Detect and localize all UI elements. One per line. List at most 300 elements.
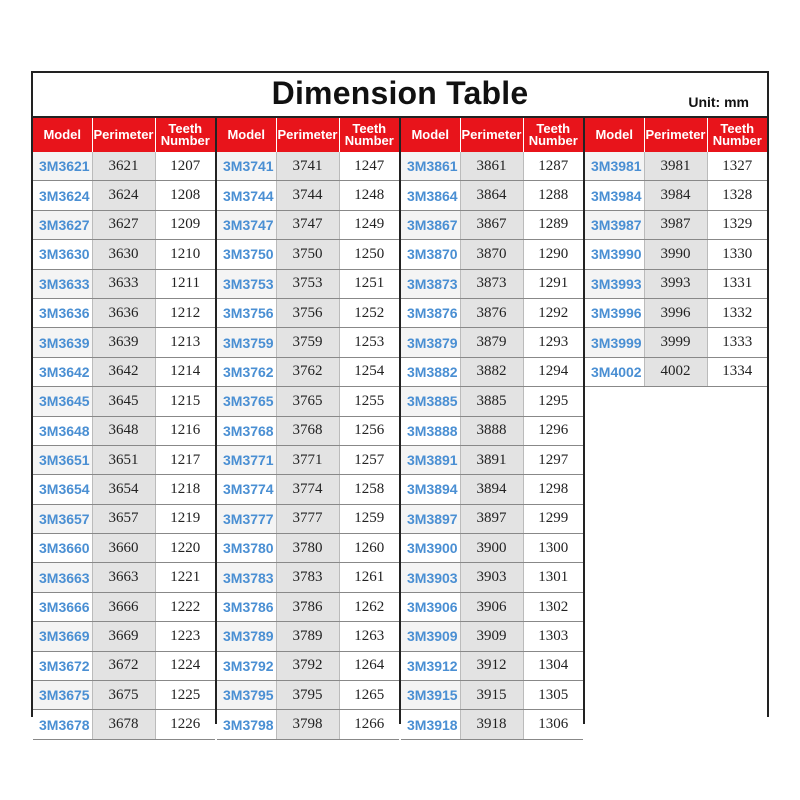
table-row [401,269,583,298]
table-row [217,534,399,563]
dimension-subtable [33,118,215,740]
model-cell: 3M3753 [217,269,276,298]
header-row [217,118,399,152]
perimeter-cell: 3876 [460,298,523,327]
table-row [217,210,399,239]
teeth-number-cell: 1331 [707,269,767,298]
header-model: Model [585,118,644,152]
model-cell: 3M3861 [401,152,460,181]
model-cell: 3M3678 [33,710,92,739]
perimeter-cell: 3741 [276,152,339,181]
teeth-number-cell: 1210 [155,240,215,269]
teeth-number-cell: 1257 [339,445,399,474]
teeth-number-cell: 1218 [155,475,215,504]
header-teeth-line2: Number [160,133,210,148]
header-perimeter: Perimeter [276,118,339,152]
header-teeth-line2: Number [344,133,394,148]
teeth-number-cell: 1253 [339,328,399,357]
model-cell: 3M3633 [33,269,92,298]
teeth-number-cell: 1225 [155,681,215,710]
perimeter-cell: 3654 [92,475,155,504]
perimeter-cell: 3870 [460,240,523,269]
table-row [33,416,215,445]
header-row [33,118,215,152]
teeth-number-cell: 1216 [155,416,215,445]
model-cell: 3M3900 [401,534,460,563]
perimeter-cell: 3882 [460,357,523,386]
table-row [33,152,215,181]
unit-label: Unit: mm [688,94,749,110]
model-cell: 3M3777 [217,504,276,533]
table-row [585,357,767,386]
model-cell: 3M3663 [33,563,92,592]
teeth-number-cell: 1334 [707,357,767,386]
perimeter-cell: 3873 [460,269,523,298]
teeth-number-cell: 1220 [155,534,215,563]
table-row [401,710,583,739]
model-cell: 3M3864 [401,181,460,210]
teeth-number-cell: 1303 [523,622,583,651]
table-row [217,152,399,181]
perimeter-cell: 3792 [276,651,339,680]
perimeter-cell: 3672 [92,651,155,680]
model-cell: 3M3669 [33,622,92,651]
table-row [401,357,583,386]
teeth-number-cell: 1211 [155,269,215,298]
table-row [33,681,215,710]
header-teeth-line1: Teeth [720,121,755,136]
table-row [217,181,399,210]
teeth-number-cell: 1306 [523,710,583,739]
model-cell: 3M3876 [401,298,460,327]
teeth-number-cell: 1251 [339,269,399,298]
perimeter-cell: 3627 [92,210,155,239]
perimeter-cell: 3897 [460,504,523,533]
perimeter-cell: 3756 [276,298,339,327]
model-cell: 3M3873 [401,269,460,298]
model-cell: 3M3774 [217,475,276,504]
perimeter-cell: 3999 [644,328,707,357]
model-cell: 3M3645 [33,387,92,416]
teeth-number-cell: 1302 [523,592,583,621]
table-row [217,710,399,739]
table-row [217,387,399,416]
perimeter-cell: 3993 [644,269,707,298]
teeth-number-cell: 1252 [339,298,399,327]
table-row [585,152,767,181]
table-row [33,328,215,357]
model-cell: 3M3747 [217,210,276,239]
model-cell: 3M3894 [401,475,460,504]
perimeter-cell: 3666 [92,592,155,621]
model-cell: 3M3759 [217,328,276,357]
table-row [401,210,583,239]
perimeter-cell: 3912 [460,651,523,680]
header-model: Model [33,118,92,152]
perimeter-cell: 3861 [460,152,523,181]
teeth-number-cell: 1300 [523,534,583,563]
perimeter-cell: 3675 [92,681,155,710]
perimeter-cell: 3762 [276,357,339,386]
perimeter-cell: 3885 [460,387,523,416]
model-cell: 3M3783 [217,563,276,592]
model-cell: 3M3990 [585,240,644,269]
table-row [217,269,399,298]
perimeter-cell: 3984 [644,181,707,210]
table-row [585,269,767,298]
table-row [585,181,767,210]
header-teeth-number [523,118,583,152]
table-row [217,328,399,357]
table-row [33,592,215,621]
model-cell: 3M3624 [33,181,92,210]
model-cell: 3M3984 [585,181,644,210]
teeth-number-cell: 1333 [707,328,767,357]
perimeter-cell: 3783 [276,563,339,592]
perimeter-cell: 3894 [460,475,523,504]
perimeter-cell: 3645 [92,387,155,416]
perimeter-cell: 3639 [92,328,155,357]
teeth-number-cell: 1329 [707,210,767,239]
model-cell: 3M3798 [217,710,276,739]
perimeter-cell: 3891 [460,445,523,474]
teeth-number-cell: 1248 [339,181,399,210]
model-cell: 3M3999 [585,328,644,357]
perimeter-cell: 3915 [460,681,523,710]
table-row [585,240,767,269]
perimeter-cell: 3753 [276,269,339,298]
perimeter-cell: 3795 [276,681,339,710]
table-row [217,622,399,651]
perimeter-cell: 3750 [276,240,339,269]
teeth-number-cell: 1219 [155,504,215,533]
header-perimeter: Perimeter [644,118,707,152]
model-cell: 3M3996 [585,298,644,327]
teeth-number-cell: 1256 [339,416,399,445]
header-perimeter: Perimeter [460,118,523,152]
perimeter-cell: 3651 [92,445,155,474]
teeth-number-cell: 1301 [523,563,583,592]
table-row [585,210,767,239]
perimeter-cell: 3906 [460,592,523,621]
table-row [217,475,399,504]
perimeter-cell: 3642 [92,357,155,386]
teeth-number-cell: 1263 [339,622,399,651]
model-cell: 3M3786 [217,592,276,621]
perimeter-cell: 3879 [460,328,523,357]
dimension-subtable [217,118,399,740]
teeth-number-cell: 1289 [523,210,583,239]
perimeter-cell: 3768 [276,416,339,445]
model-cell: 3M3621 [33,152,92,181]
perimeter-cell: 3621 [92,152,155,181]
model-cell: 3M3630 [33,240,92,269]
model-cell: 3M3918 [401,710,460,739]
perimeter-cell: 3888 [460,416,523,445]
teeth-number-cell: 1208 [155,181,215,210]
model-cell: 3M3648 [33,416,92,445]
perimeter-cell: 3636 [92,298,155,327]
teeth-number-cell: 1207 [155,152,215,181]
header-teeth-number [707,118,767,152]
perimeter-cell: 3648 [92,416,155,445]
teeth-number-cell: 1215 [155,387,215,416]
table-row [401,563,583,592]
teeth-number-cell: 1247 [339,152,399,181]
model-cell: 3M3765 [217,387,276,416]
header-model: Model [217,118,276,152]
header-teeth-line1: Teeth [352,121,387,136]
table-row [401,387,583,416]
header-row [401,118,583,152]
model-cell: 3M3879 [401,328,460,357]
teeth-number-cell: 1258 [339,475,399,504]
table-row [33,298,215,327]
teeth-number-cell: 1223 [155,622,215,651]
perimeter-cell: 3981 [644,152,707,181]
table-row [401,445,583,474]
model-cell: 3M3675 [33,681,92,710]
perimeter-cell: 3630 [92,240,155,269]
teeth-number-cell: 1261 [339,563,399,592]
teeth-number-cell: 1226 [155,710,215,739]
model-cell: 3M3771 [217,445,276,474]
table-row [217,504,399,533]
table-row [217,357,399,386]
table-row [401,240,583,269]
teeth-number-cell: 1250 [339,240,399,269]
table-row [33,563,215,592]
model-cell: 3M3912 [401,651,460,680]
model-cell: 3M3915 [401,681,460,710]
model-cell: 3M3666 [33,592,92,621]
table-row [401,651,583,680]
table-row [401,622,583,651]
table-row [401,181,583,210]
perimeter-cell: 3777 [276,504,339,533]
header-teeth-line2: Number [712,133,762,148]
table-block-3 [401,118,583,740]
perimeter-cell: 3633 [92,269,155,298]
model-cell: 3M3750 [217,240,276,269]
perimeter-cell: 3867 [460,210,523,239]
dimension-subtable [401,118,583,740]
teeth-number-cell: 1288 [523,181,583,210]
table-row [401,592,583,621]
teeth-number-cell: 1209 [155,210,215,239]
table-row [401,416,583,445]
model-cell: 3M3651 [33,445,92,474]
perimeter-cell: 3624 [92,181,155,210]
perimeter-cell: 3669 [92,622,155,651]
perimeter-cell: 3789 [276,622,339,651]
perimeter-cell: 3903 [460,563,523,592]
perimeter-cell: 3663 [92,563,155,592]
model-cell: 3M3903 [401,563,460,592]
model-cell: 3M3795 [217,681,276,710]
table-row [401,298,583,327]
perimeter-cell: 3786 [276,592,339,621]
perimeter-cell: 3798 [276,710,339,739]
model-cell: 3M3672 [33,651,92,680]
model-cell: 3M3867 [401,210,460,239]
teeth-number-cell: 1292 [523,298,583,327]
table-row [217,298,399,327]
teeth-number-cell: 1294 [523,357,583,386]
teeth-number-cell: 1332 [707,298,767,327]
perimeter-cell: 4002 [644,357,707,386]
table-row [217,681,399,710]
header-teeth-line2: Number [528,133,578,148]
model-cell: 3M3987 [585,210,644,239]
teeth-number-cell: 1328 [707,181,767,210]
teeth-number-cell: 1249 [339,210,399,239]
model-cell: 3M3654 [33,475,92,504]
perimeter-cell: 3765 [276,387,339,416]
model-cell: 3M3756 [217,298,276,327]
teeth-number-cell: 1255 [339,387,399,416]
perimeter-cell: 3747 [276,210,339,239]
table-row [401,504,583,533]
teeth-number-cell: 1222 [155,592,215,621]
teeth-number-cell: 1213 [155,328,215,357]
model-cell: 3M3636 [33,298,92,327]
header-row [585,118,767,152]
perimeter-cell: 3990 [644,240,707,269]
perimeter-cell: 3996 [644,298,707,327]
header-teeth-number [155,118,215,152]
perimeter-cell: 3987 [644,210,707,239]
perimeter-cell: 3864 [460,181,523,210]
table-row [33,357,215,386]
teeth-number-cell: 1293 [523,328,583,357]
table-row [33,475,215,504]
model-cell: 3M3993 [585,269,644,298]
model-cell: 3M3780 [217,534,276,563]
teeth-number-cell: 1330 [707,240,767,269]
dimension-subtable [585,118,767,387]
table-row [33,651,215,680]
model-cell: 3M3642 [33,357,92,386]
teeth-number-cell: 1298 [523,475,583,504]
model-cell: 3M3741 [217,152,276,181]
table-row [217,445,399,474]
model-cell: 3M3639 [33,328,92,357]
header-teeth-number [339,118,399,152]
model-cell: 3M3657 [33,504,92,533]
teeth-number-cell: 1254 [339,357,399,386]
perimeter-cell: 3759 [276,328,339,357]
table-row [217,416,399,445]
dimension-table [31,71,769,733]
table-title: Dimension Table [271,75,529,111]
model-cell: 3M3792 [217,651,276,680]
teeth-number-cell: 1297 [523,445,583,474]
teeth-number-cell: 1260 [339,534,399,563]
teeth-number-cell: 1214 [155,357,215,386]
teeth-number-cell: 1291 [523,269,583,298]
perimeter-cell: 3909 [460,622,523,651]
teeth-number-cell: 1296 [523,416,583,445]
table-row [217,563,399,592]
table-row [33,504,215,533]
table-row [401,681,583,710]
teeth-number-cell: 1299 [523,504,583,533]
perimeter-cell: 3771 [276,445,339,474]
teeth-number-cell: 1327 [707,152,767,181]
table-row [33,387,215,416]
teeth-number-cell: 1290 [523,240,583,269]
header-perimeter: Perimeter [92,118,155,152]
table-row [33,181,215,210]
table-row [217,240,399,269]
table-row [217,592,399,621]
model-cell: 3M3909 [401,622,460,651]
model-cell: 3M3906 [401,592,460,621]
teeth-number-cell: 1265 [339,681,399,710]
teeth-number-cell: 1305 [523,681,583,710]
perimeter-cell: 3900 [460,534,523,563]
perimeter-cell: 3657 [92,504,155,533]
table-block-4 [585,118,767,387]
teeth-number-cell: 1221 [155,563,215,592]
table-row [401,475,583,504]
table-row [401,152,583,181]
model-cell: 3M4002 [585,357,644,386]
table-row [401,328,583,357]
table-row [33,445,215,474]
teeth-number-cell: 1217 [155,445,215,474]
teeth-number-cell: 1287 [523,152,583,181]
model-cell: 3M3660 [33,534,92,563]
model-cell: 3M3627 [33,210,92,239]
teeth-number-cell: 1259 [339,504,399,533]
perimeter-cell: 3918 [460,710,523,739]
table-row [33,210,215,239]
model-cell: 3M3882 [401,357,460,386]
table-row [585,298,767,327]
model-cell: 3M3768 [217,416,276,445]
table-row [401,534,583,563]
header-teeth-line1: Teeth [536,121,571,136]
model-cell: 3M3891 [401,445,460,474]
model-cell: 3M3762 [217,357,276,386]
table-row [33,269,215,298]
table-row [33,534,215,563]
model-cell: 3M3981 [585,152,644,181]
teeth-number-cell: 1224 [155,651,215,680]
teeth-number-cell: 1262 [339,592,399,621]
model-cell: 3M3789 [217,622,276,651]
table-row [33,622,215,651]
table-row [33,710,215,739]
header-teeth-line1: Teeth [168,121,203,136]
perimeter-cell: 3780 [276,534,339,563]
header-model: Model [401,118,460,152]
table-block-1 [33,118,215,740]
table-row [217,651,399,680]
perimeter-cell: 3774 [276,475,339,504]
teeth-number-cell: 1264 [339,651,399,680]
model-cell: 3M3888 [401,416,460,445]
model-cell: 3M3885 [401,387,460,416]
title-bar [33,73,767,118]
teeth-number-cell: 1295 [523,387,583,416]
model-cell: 3M3897 [401,504,460,533]
teeth-number-cell: 1212 [155,298,215,327]
table-row [33,240,215,269]
model-cell: 3M3744 [217,181,276,210]
